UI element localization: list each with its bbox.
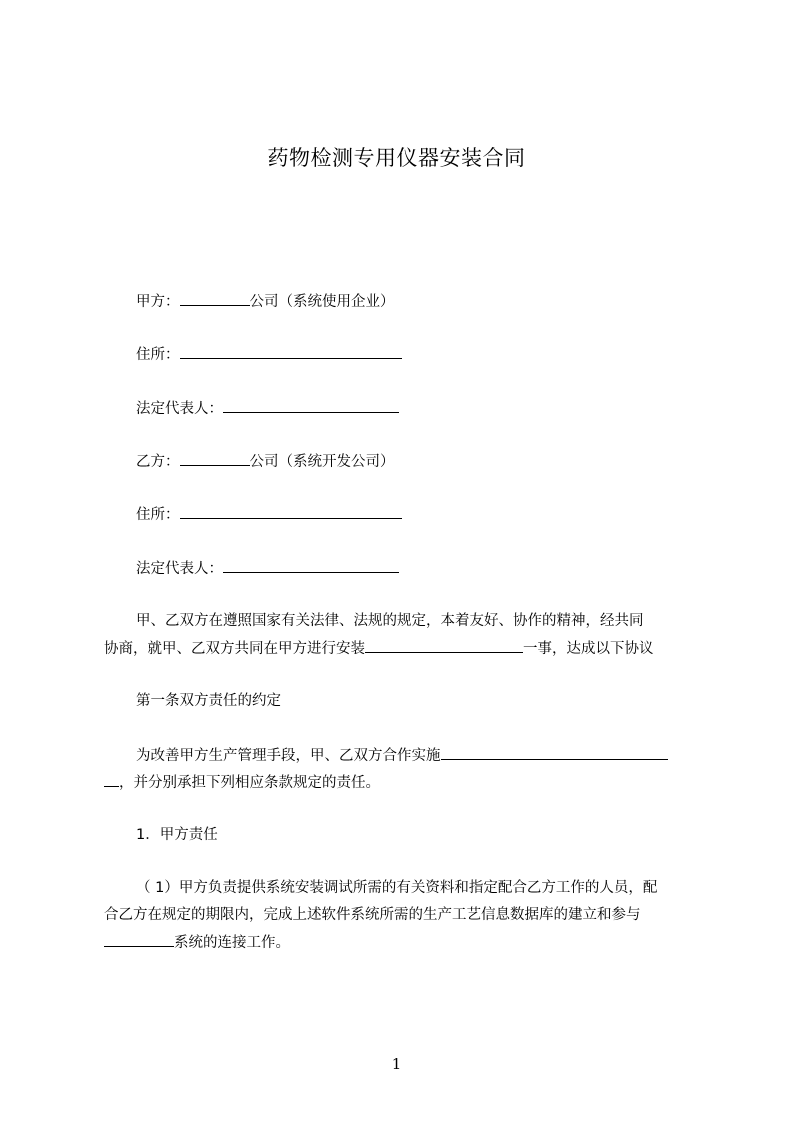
address-a-label: 住所：: [136, 347, 180, 363]
address-b-line: [136, 504, 402, 525]
section-1-heading: 1．甲方责任: [136, 827, 218, 843]
article-1-text-prefix: 为改善甲方生产管理手段，甲、乙双方合作实施: [136, 748, 441, 764]
address-b-blank: [180, 504, 402, 519]
article-1-blank-a: [441, 745, 668, 760]
article-1-text-suffix: ，并分别承担下列相应条款规定的责任。: [119, 775, 380, 791]
rep-a-label: 法定代表人：: [136, 401, 223, 417]
intro-line-2-suffix: 一事，达成以下协议: [523, 641, 654, 657]
rep-a-line: [136, 398, 399, 419]
intro-line-2-prefix: 协商，就甲、乙双方共同在甲方进行安装: [104, 641, 365, 657]
article-1-heading: 第一条双方责任的约定: [136, 693, 281, 709]
article-1-blank-b: [104, 772, 119, 787]
document-title: 药物检测专用仪器安装合同: [267, 146, 526, 170]
party-b-suffix: 公司（系统开发公司）: [249, 454, 395, 470]
party-a-suffix: 公司（系统使用企业）: [249, 294, 395, 310]
clause-1-blank: [104, 932, 174, 947]
party-b-blank: [180, 451, 250, 466]
intro-line-1: 甲、乙双方在遵照国家有关法律、法规的规定，本着友好、协作的精神，经共同: [136, 613, 644, 629]
article-1-text-line-1: [136, 745, 668, 766]
rep-a-blank: [223, 398, 399, 413]
address-a-line: [136, 344, 402, 365]
clause-1-line-2: 合乙方在规定的期限内，完成上述软件系统所需的生产工艺信息数据库的建立和参与: [104, 907, 641, 923]
intro-blank: [365, 638, 523, 653]
clause-1-line-3-suffix: 系统的连接工作。: [174, 935, 290, 951]
party-a-line: [136, 291, 395, 312]
rep-b-line: [136, 558, 399, 579]
intro-line-2: [104, 638, 654, 659]
address-b-label: 住所：: [136, 507, 180, 523]
page-number: 1: [391, 1055, 402, 1073]
party-a-label: 甲方：: [136, 294, 180, 310]
party-a-blank: [180, 291, 250, 306]
party-b-line: [136, 451, 395, 472]
clause-1-line-3: [104, 932, 290, 953]
address-a-blank: [180, 344, 402, 359]
party-b-label: 乙方：: [136, 454, 180, 470]
article-1-text-line-2: [104, 772, 380, 793]
rep-b-label: 法定代表人：: [136, 561, 223, 577]
clause-1-line-1: （ 1）甲方负责提供系统安装调试所需的有关资料和指定配合乙方工作的人员，配: [136, 880, 658, 896]
rep-b-blank: [223, 558, 399, 573]
